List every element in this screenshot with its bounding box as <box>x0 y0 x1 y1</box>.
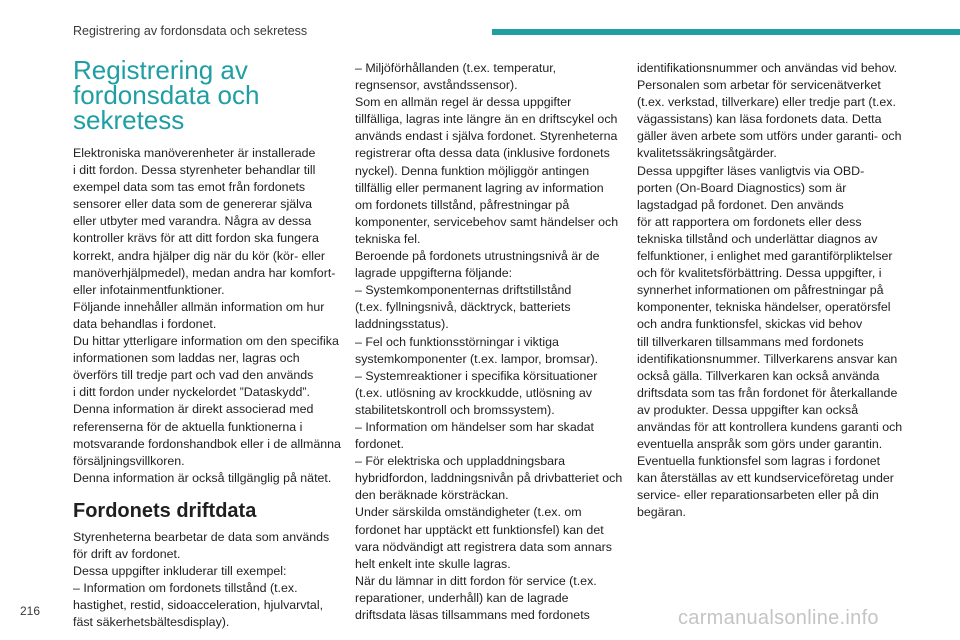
running-header: Registrering av fordonsdata och sekretess <box>73 24 308 38</box>
column-2 <box>355 60 633 624</box>
column-3 <box>637 60 915 522</box>
column-1 <box>73 55 348 631</box>
column-3-text: identifikationsnummer och användas vid behov. Personalen som arbetar för servicenätverket (t.ex. verkstad, tillverkare) eller tredje part (t.ex. vägassistans) kan läsa fordonets data. Detta gäller även arbete som utförs under garanti- och kvalitetssäkringsåtgärder. Dessa uppgifter läses vanligtvis via OBD- porten (On-Board Diagnostics) som är lagstadgad på fordonet. Den används för att rapportera om fordonets eller dess tekniska tillstånd och underlättar diagnos av felfunktioner, i enlighet med garantiförpliktelser och för kvalitetsförbättring. Dessa uppgifter, i synnerhet informationen om påfrestningar på komponenter, tekniska händelser, operatörsfel och andra funktionsfel, skickas vid behov till tillverkaren tillsammans med fordonets identifikationsnummer. Tillverkarens ansvar kan också gälla. Tillverkaren kan också använda driftsdata som tas från fordonet för återkallande av produkter. Dessa uppgifter kan också användas för att kontrollera kundens garanti och eventuella anspråk som görs under garantin. Eventuella funktionsfel som lagras i fordonet kan återställas av ett kundserviceföretag under service- eller reparationsarbeten eller på din begäran. <box>637 61 903 520</box>
header-accent-bar <box>492 29 960 35</box>
section-heading: Fordonets driftdata <box>73 499 257 522</box>
intro-paragraph: Elektroniska manöverenheter är installerade i ditt fordon. Dessa styrenheter behandlar till exempel data som tas emot från fordonets sensorer eller data som de genererar själva eller utbyter med varandra. Några av dessa kontroller krävs för att ditt fordon ska fungera korrekt, andra hjälper dig när du kör (kör- eller manöverhjälpmedel), medan andra har komfort- eller infotainmentfunktioner. Följande innehåller allmän information om hur data behandlas i fordonet. Du hittar ytterligare information om den specifika informationen som laddas ner, lagras och överförs till tredje part och vad den används i ditt fordon under nyckelordet ”Dataskydd”. Denna information är direkt associerad med referenserna för de aktuella funktionerna i motsvarande fordonshandbok eller i de allmänna försäljningsvillkoren. Denna information är också tillgänglig på nätet. <box>73 146 341 485</box>
page-title: Registrering av fordonsdata och sekretess <box>73 55 260 135</box>
page-number: 216 <box>20 604 41 618</box>
section-paragraph: Styrenheterna bearbetar de data som används för drift av fordonet. Dessa uppgifter inkluderar till exempel: – Information om fordonets tillstånd (t.ex. hastighet, restid, sidoacceleration, hjulvarvtal, fäst säkerhetsbältesdisplay). <box>73 529 330 630</box>
column-2-text: – Miljöförhållanden (t.ex. temperatur, regnsensor, avståndssensor). Som en allmän regel är dessa uppgifter tillfälliga, lagras inte längre än en driftscykel och används endast i själva fordonet. Styrenheterna registrerar ofta dessa data (inklusive fordonets nyckel). Denna funktion möjliggör antingen tillfällig eller permanent lagring av information om fordonets tillstånd, påfrestningar på komponenter, servicebehov samt händelser och tekniska fel. Beroende på fordonets utrustningsnivå är de lagrade uppgifterna följande: – Systemkomponenternas driftstillstånd (t.ex. fyllningsnivå, däcktryck, batteriets laddningsstatus). – Fel och funktionsstörningar i viktiga systemkomponenter (t.ex. lampor, bromsar). – Systemreaktioner i specifika körsituationer (t.ex. utlösning av krockkudde, utlösning av stabilitetskontroll och bromssystem). – Information om händelser som har skadat fordonet. – För elektriska och uppladdningsbara hybridfordon, laddningsnivån på drivbatteriet och den beräknade körsträckan. Under särskilda omständigheter (t.ex. om fordonet har upptäckt ett funktionsfel) kan det vara nödvändigt att registrera data som annars helt enkelt inte skulle lagras. När du lämnar in ditt fordon för service (t.ex. reparationer, underhåll) kan de lagrade driftsdata läsas tillsammans med fordonets <box>355 61 623 622</box>
watermark: carmanualsonline.info <box>678 607 879 629</box>
